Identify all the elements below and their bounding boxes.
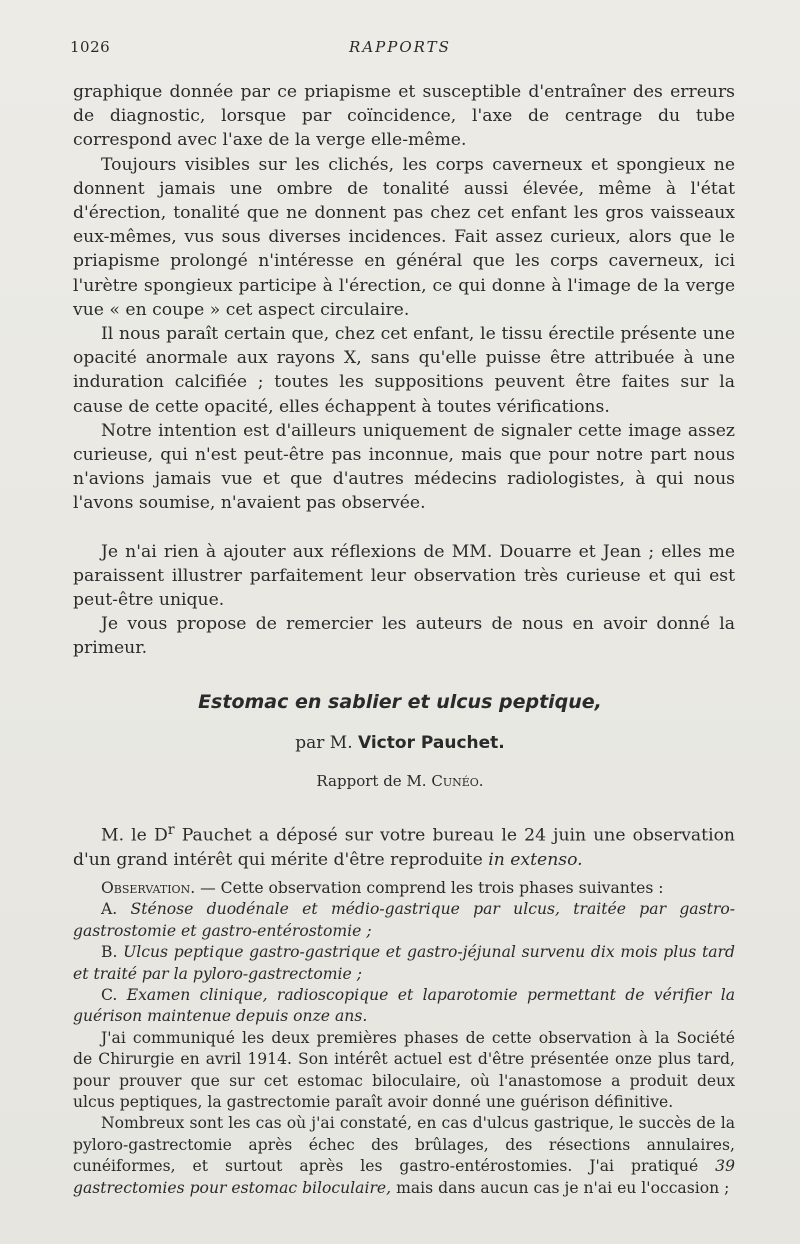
running-title: RAPPORTS xyxy=(349,38,451,56)
phase-letter: C. xyxy=(101,986,118,1005)
paragraph: Je n'ai rien à ajouter aux réflexions de MM. Douarre et Jean ; elles me paraissent illustrer parfaitement leur observation très curieuse et qui est peut-être unique. xyxy=(73,541,735,611)
phase-a xyxy=(73,899,735,942)
article-intro xyxy=(73,818,735,872)
intro-text: Pauchet a déposé sur votre bureau le 24 juin une observation d'un grand intérêt qui mérite d'être reproduite xyxy=(73,825,735,870)
rapport-name: Cunéo. xyxy=(431,772,484,790)
paragraph: J'ai communiqué les deux premières phases de cette observation à la Société de Chirurgie en avril 1914. Son intérêt actuel est d'être présentée onze plus tard, pour prouver que sur cet estomac biloculaire, où l'anastomose a produit deux ulcus peptiques, la gastrectomie paraît avoir donné une guérison définitive. xyxy=(73,1028,735,1112)
paragraph xyxy=(73,818,735,872)
page-header xyxy=(70,38,730,60)
observation-block xyxy=(73,878,735,1199)
paragraph: Je vous propose de remercier les auteurs de nous en avoir donné la primeur. xyxy=(73,614,735,659)
intro-italic: in extenso. xyxy=(488,849,583,870)
observation-text: — Cette observation comprend les trois phases suivantes : xyxy=(195,879,664,897)
paragraph: Notre intention est d'ailleurs uniquement de signaler cette image assez curieuse, qui n'est peut-être pas inconnue, mais que pour notre part nous n'avions jamais vue et que d'autres médecins radiologistes, à qui nous l'avons soumise, n'avaient pas observée. xyxy=(73,420,735,514)
paragraph-text: mais dans aucun cas je n'ai eu l'occasion ; xyxy=(391,1178,730,1197)
rapport-prefix: Rapport de M. xyxy=(316,772,427,790)
paragraph: Il nous paraît certain que, chez cet enfant, le tissu érectile présente une opacité anormale aux rayons X, sans qu'elle puisse être attribuée à une induration calcifiée ; toutes les suppositions peuvent être faites sur la cause de cette opacité, elles échappent à toutes vérifications. xyxy=(73,324,735,417)
author-name: Victor Pauchet. xyxy=(358,733,505,753)
observation-label: Observation. xyxy=(101,879,196,897)
intro-superscript: r xyxy=(167,822,175,838)
paragraph xyxy=(73,1113,735,1199)
observation-heading xyxy=(73,878,735,899)
phase-letter: A. xyxy=(101,900,118,919)
phase-letter: B. xyxy=(101,943,118,962)
phase-b xyxy=(73,942,735,985)
article-author xyxy=(0,733,800,753)
paragraph-continued: graphique donnée par ce priapisme et susceptible d'entraîner des erreurs de diagnostic, lorsque par coïncidence, l'axe de centrage du tube correspond avec l'axe de la verge elle-même. xyxy=(73,82,735,151)
author-prefix: par M. xyxy=(295,733,353,753)
page-number: 1026 xyxy=(70,38,111,56)
paragraph: Toujours visibles sur les clichés, les corps caverneux et spongieux ne donnent jamais une ombre de tonalité aussi élevée, même à l'état d'érection, tonalité que ne donnent pas chez cet enfant les gros vaisseaux eux-mêmes, vus sous diverses incidences. Fait assez curieux, alors que le priapisme prolongé n'intéresse en général que les corps caverneux, ici l'urètre spongieux participe à l'érection, ce qui donne à l'image de la verge vue « en coupe » cet aspect circulaire. xyxy=(73,154,735,320)
rapport-line xyxy=(0,772,800,790)
phase-text: Examen clinique, radioscopique et laparotomie permettant de vérifier la guérison maintenue depuis onze ans. xyxy=(73,986,735,1026)
discussion-text xyxy=(73,80,735,661)
paragraph-italic: 39 gastrectomies pour estomac biloculaire, xyxy=(73,1157,735,1197)
phase-text: Sténose duodénale et médio-gastrique par ulcus, traitée par gastro-gastrostomie et gastro-entérostomie ; xyxy=(73,900,735,940)
intro-text: M. le D xyxy=(101,825,168,846)
section-gap xyxy=(73,516,735,540)
paragraph-text: Nombreux sont les cas où j'ai constaté, en cas d'ulcus gastrique, le succès de la pyloro-gastrectomie après échec des brûlages, des résections annulaires, cunéiformes, et surtout après les gastro-entérostomies. J'ai pratiqué xyxy=(73,1114,735,1176)
article-title: Estomac en sablier et ulcus peptique, xyxy=(198,691,602,713)
phase-c xyxy=(73,985,735,1028)
phase-text: Ulcus peptique gastro-gastrique et gastro-jéjunal survenu dix mois plus tard et traité par la pyloro-gastrectomie ; xyxy=(73,943,735,983)
